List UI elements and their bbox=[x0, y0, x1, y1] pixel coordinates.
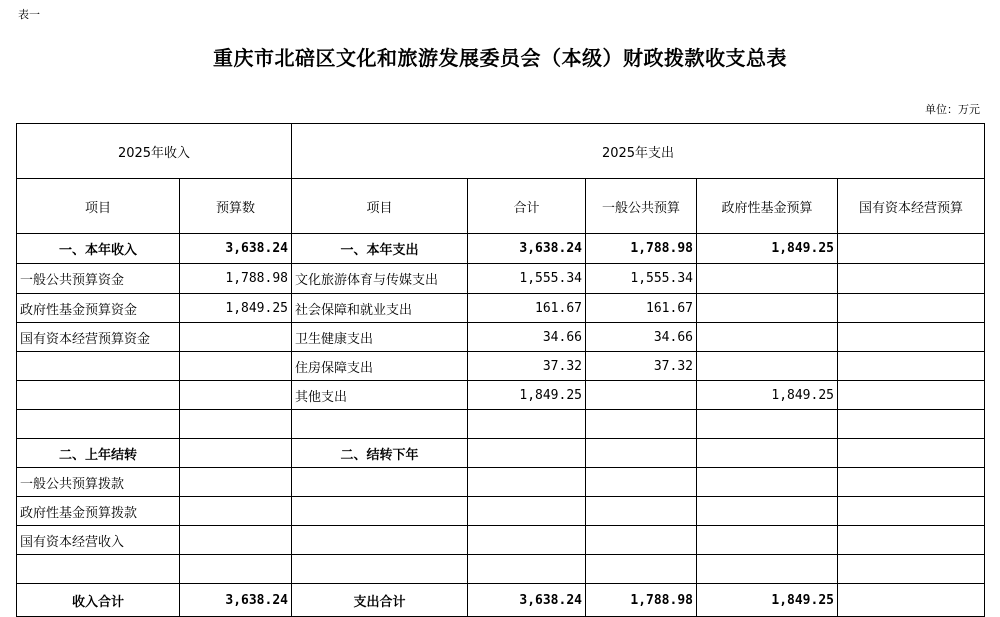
income-total-amount: 3,638.24 bbox=[180, 584, 292, 617]
income-amount-cell bbox=[180, 497, 292, 526]
table-row bbox=[17, 526, 985, 555]
expense-total-cell bbox=[468, 526, 586, 555]
fund-budget-cell bbox=[697, 352, 838, 381]
income-amount-cell: 1,788.98 bbox=[180, 264, 292, 294]
table-row bbox=[17, 352, 985, 381]
expense-item-cell: 二、结转下年 bbox=[292, 439, 468, 468]
income-item-cell bbox=[17, 410, 180, 439]
income-item-cell bbox=[17, 555, 180, 584]
table-row bbox=[17, 439, 985, 468]
expense-item-cell: 文化旅游体育与传媒支出 bbox=[292, 264, 468, 294]
total-header: 合计 bbox=[468, 179, 586, 234]
table-tag: 表一 bbox=[18, 8, 40, 21]
expense-total-cell: 37.32 bbox=[468, 352, 586, 381]
expense-item-cell bbox=[292, 410, 468, 439]
fund-budget-cell bbox=[697, 323, 838, 352]
expense-item-cell: 一、本年支出 bbox=[292, 234, 468, 264]
income-item-cell bbox=[17, 381, 180, 410]
expense-total-amount: 3,638.24 bbox=[468, 584, 586, 617]
fund-budget-cell bbox=[697, 439, 838, 468]
income-budget-header: 预算数 bbox=[180, 179, 292, 234]
table-row bbox=[17, 323, 985, 352]
expense-item-header: 项目 bbox=[292, 179, 468, 234]
income-item-cell: 国有资本经营预算资金 bbox=[17, 323, 180, 352]
expense-total-cell: 1,555.34 bbox=[468, 264, 586, 294]
expense-total-cell bbox=[468, 468, 586, 497]
income-amount-cell bbox=[180, 410, 292, 439]
fund-budget-cell: 1,849.25 bbox=[697, 381, 838, 410]
income-item-cell bbox=[17, 352, 180, 381]
general-budget-cell bbox=[586, 468, 697, 497]
state-capital-cell bbox=[838, 264, 985, 294]
income-amount-cell bbox=[180, 468, 292, 497]
state-capital-cell bbox=[838, 294, 985, 323]
expense-item-cell: 住房保障支出 bbox=[292, 352, 468, 381]
expense-item-cell: 社会保障和就业支出 bbox=[292, 294, 468, 323]
expense-total-cell: 3,638.24 bbox=[468, 234, 586, 264]
general-budget-cell: 37.32 bbox=[586, 352, 697, 381]
income-amount-cell bbox=[180, 555, 292, 584]
state-capital-cell bbox=[838, 410, 985, 439]
general-budget-header: 一般公共预算 bbox=[586, 179, 697, 234]
state-capital-cell bbox=[838, 381, 985, 410]
fund-budget-cell bbox=[697, 264, 838, 294]
general-budget-cell bbox=[586, 526, 697, 555]
general-budget-cell bbox=[586, 497, 697, 526]
general-budget-cell bbox=[586, 381, 697, 410]
expense-total-fund: 1,849.25 bbox=[697, 584, 838, 617]
income-item-cell: 政府性基金预算资金 bbox=[17, 294, 180, 323]
income-amount-cell bbox=[180, 352, 292, 381]
income-item-cell: 一般公共预算拨款 bbox=[17, 468, 180, 497]
income-group-header: 2025年收入 bbox=[17, 124, 292, 179]
header-group-row bbox=[17, 124, 985, 179]
fund-budget-cell bbox=[697, 526, 838, 555]
table-row bbox=[17, 468, 985, 497]
income-amount-cell bbox=[180, 439, 292, 468]
expense-total-cell bbox=[468, 497, 586, 526]
expense-total-cell: 161.67 bbox=[468, 294, 586, 323]
table-row bbox=[17, 294, 985, 323]
general-budget-cell bbox=[586, 555, 697, 584]
state-capital-cell bbox=[838, 526, 985, 555]
income-amount-cell: 1,849.25 bbox=[180, 294, 292, 323]
fund-budget-cell bbox=[697, 410, 838, 439]
income-amount-cell: 3,638.24 bbox=[180, 234, 292, 264]
income-item-header: 项目 bbox=[17, 179, 180, 234]
income-item-cell: 二、上年结转 bbox=[17, 439, 180, 468]
income-amount-cell bbox=[180, 323, 292, 352]
expense-total-cell bbox=[468, 439, 586, 468]
state-capital-cell bbox=[838, 555, 985, 584]
income-item-cell: 一、本年收入 bbox=[17, 234, 180, 264]
income-item-cell: 政府性基金预算拨款 bbox=[17, 497, 180, 526]
state-capital-cell bbox=[838, 497, 985, 526]
fiscal-summary-table bbox=[16, 123, 985, 617]
expense-item-cell bbox=[292, 526, 468, 555]
table-row bbox=[17, 497, 985, 526]
table-row bbox=[17, 234, 985, 264]
expense-item-cell: 卫生健康支出 bbox=[292, 323, 468, 352]
income-total-label: 收入合计 bbox=[17, 584, 180, 617]
fund-budget-cell bbox=[697, 555, 838, 584]
fund-budget-cell bbox=[697, 294, 838, 323]
general-budget-cell bbox=[586, 410, 697, 439]
table-row bbox=[17, 381, 985, 410]
table-row bbox=[17, 555, 985, 584]
income-amount-cell bbox=[180, 526, 292, 555]
expense-total-general: 1,788.98 bbox=[586, 584, 697, 617]
general-budget-cell bbox=[586, 439, 697, 468]
general-budget-cell: 161.67 bbox=[586, 294, 697, 323]
expense-item-cell bbox=[292, 555, 468, 584]
page-title: 重庆市北碚区文化和旅游发展委员会（本级）财政拨款收支总表 bbox=[213, 46, 787, 70]
income-item-cell: 一般公共预算资金 bbox=[17, 264, 180, 294]
expense-total-cell: 1,849.25 bbox=[468, 381, 586, 410]
fund-budget-header: 政府性基金预算 bbox=[697, 179, 838, 234]
expense-group-header: 2025年支出 bbox=[292, 124, 985, 179]
expense-item-cell: 其他支出 bbox=[292, 381, 468, 410]
header-column-row bbox=[17, 179, 985, 234]
expense-total-cell bbox=[468, 410, 586, 439]
state-capital-cell bbox=[838, 323, 985, 352]
fund-budget-cell bbox=[697, 497, 838, 526]
fund-budget-cell: 1,849.25 bbox=[697, 234, 838, 264]
expense-total-cell bbox=[468, 555, 586, 584]
income-amount-cell bbox=[180, 381, 292, 410]
state-capital-cell bbox=[838, 439, 985, 468]
general-budget-cell: 1,788.98 bbox=[586, 234, 697, 264]
general-budget-cell: 1,555.34 bbox=[586, 264, 697, 294]
fund-budget-cell bbox=[697, 468, 838, 497]
expense-total-cell: 34.66 bbox=[468, 323, 586, 352]
state-capital-cell bbox=[838, 234, 985, 264]
unit-label: 单位：万元 bbox=[925, 103, 980, 116]
table-row bbox=[17, 410, 985, 439]
totals-row bbox=[17, 584, 985, 617]
state-capital-cell bbox=[838, 352, 985, 381]
expense-total-state bbox=[838, 584, 985, 617]
table-row bbox=[17, 264, 985, 294]
state-capital-cell bbox=[838, 468, 985, 497]
expense-item-cell bbox=[292, 468, 468, 497]
expense-total-label: 支出合计 bbox=[292, 584, 468, 617]
expense-item-cell bbox=[292, 497, 468, 526]
income-item-cell: 国有资本经营收入 bbox=[17, 526, 180, 555]
state-capital-header: 国有资本经营预算 bbox=[838, 179, 985, 234]
general-budget-cell: 34.66 bbox=[586, 323, 697, 352]
